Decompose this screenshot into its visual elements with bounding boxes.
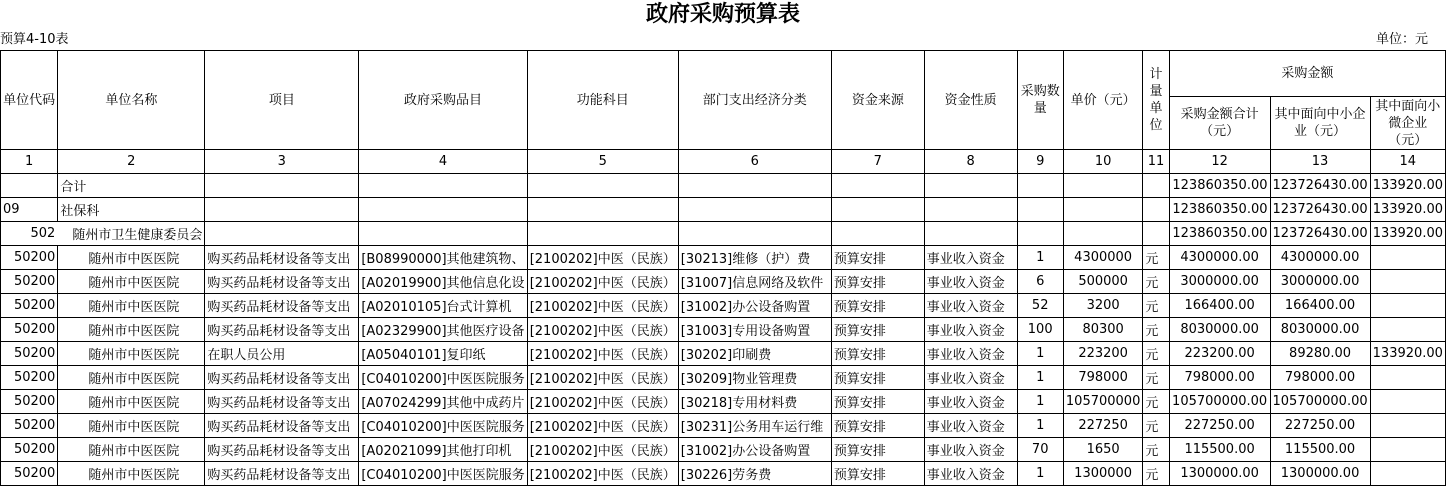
column-number: 11 <box>1143 150 1169 174</box>
cell-amount-total: 115500.00 <box>1169 438 1270 462</box>
table-row <box>1 246 1446 270</box>
column-number: 8 <box>924 150 1017 174</box>
cell-econ: [30218]专用材料费 <box>678 390 831 414</box>
cell-unit-code: 50200 <box>1 270 58 294</box>
cell-unit-name: 随州市中医医院 <box>58 414 205 438</box>
cell-catalog: [A05040101]复印纸 <box>359 342 527 366</box>
cell-amount-total: 8030000.00 <box>1169 318 1270 342</box>
cell-price: 105700000 <box>1063 390 1142 414</box>
cell-catalog: [C04010200]中医医院服务 <box>359 366 527 390</box>
cell-amount-micro <box>1370 294 1445 318</box>
table-row <box>1 390 1446 414</box>
cell-catalog: [C04010200]中医医院服务 <box>359 414 527 438</box>
cell-amount-sme: 123726430.00 <box>1270 198 1370 222</box>
header-amount-total: 采购金额合计（元） <box>1169 97 1270 150</box>
cell-price: 227250 <box>1063 414 1142 438</box>
cell-price: 3200 <box>1063 294 1142 318</box>
cell-amount-sme: 1300000.00 <box>1270 462 1370 486</box>
cell-empty <box>678 222 831 246</box>
cell-empty <box>924 174 1017 198</box>
cell-empty <box>205 222 359 246</box>
cell-empty <box>527 174 678 198</box>
cell-catalog: [A02010105]台式计算机 <box>359 294 527 318</box>
header-function: 功能科目 <box>527 51 678 150</box>
column-number-row <box>1 150 1446 174</box>
cell-fund-source: 预算安排 <box>831 462 924 486</box>
cell-econ: [30213]维修（护）费 <box>678 246 831 270</box>
cell-price: 4300000 <box>1063 246 1142 270</box>
cell-amount-total: 105700000.00 <box>1169 390 1270 414</box>
column-number: 7 <box>831 150 924 174</box>
column-number: 9 <box>1017 150 1063 174</box>
cell-amount-sme: 123726430.00 <box>1270 174 1370 198</box>
cell-function: [2100202]中医（民族） <box>527 462 678 486</box>
cell-catalog: [A02021099]其他打印机 <box>359 438 527 462</box>
cell-project: 购买药品耗材设备等支出 <box>205 270 359 294</box>
header-catalog: 政府采购品目 <box>359 51 527 150</box>
cell-econ: [31002]办公设备购置 <box>678 438 831 462</box>
cell-fund-source: 预算安排 <box>831 366 924 390</box>
column-number: 10 <box>1063 150 1142 174</box>
cell-amount-micro: 133920.00 <box>1370 222 1445 246</box>
table-row <box>1 414 1446 438</box>
cell-unit-name: 随州市中医医院 <box>58 438 205 462</box>
column-number: 14 <box>1370 150 1445 174</box>
cell-amount-total: 123860350.00 <box>1169 222 1270 246</box>
header-amount-sme: 其中面向中小企业（元） <box>1270 97 1370 150</box>
table-row <box>1 462 1446 486</box>
cell-amount-micro: 133920.00 <box>1370 342 1445 366</box>
cell-unit-code: 50200 <box>1 438 58 462</box>
cell-amount-total: 166400.00 <box>1169 294 1270 318</box>
header-unit-code: 单位代码 <box>1 51 58 150</box>
cell-qty: 70 <box>1017 438 1063 462</box>
cell-econ: [30209]物业管理费 <box>678 366 831 390</box>
cell-amount-micro <box>1370 462 1445 486</box>
cell-empty <box>359 198 527 222</box>
cell-fund-nature: 事业收入资金 <box>924 270 1017 294</box>
cell-function: [2100202]中医（民族） <box>527 246 678 270</box>
cell-amount-micro: 133920.00 <box>1370 174 1445 198</box>
cell-unit-name: 随州市中医医院 <box>58 390 205 414</box>
cell-unit-code: 50200 <box>1 462 58 486</box>
header-amount-group: 采购金额 <box>1169 51 1445 97</box>
cell-unit-code: 50200 <box>1 294 58 318</box>
header-fund-nature: 资金性质 <box>924 51 1017 150</box>
cell-amount-sme: 8030000.00 <box>1270 318 1370 342</box>
cell-unit-name: 随州市中医医院 <box>58 318 205 342</box>
cell-unit-name: 随州市中医医院 <box>58 462 205 486</box>
header-price: 单价（元） <box>1063 51 1142 150</box>
cell-measure: 元 <box>1143 294 1169 318</box>
cell-unit-code: 50200 <box>1 390 58 414</box>
cell-amount-sme: 166400.00 <box>1270 294 1370 318</box>
cell-function: [2100202]中医（民族） <box>527 438 678 462</box>
header-qty: 采购数量 <box>1017 51 1063 150</box>
cell-function: [2100202]中医（民族） <box>527 414 678 438</box>
column-number: 4 <box>359 150 527 174</box>
cell-project: 购买药品耗材设备等支出 <box>205 414 359 438</box>
cell-unit-name: 随州市中医医院 <box>58 294 205 318</box>
cell-econ: [31003]专用设备购置 <box>678 318 831 342</box>
cell-empty <box>1017 222 1063 246</box>
cell-qty: 1 <box>1017 342 1063 366</box>
cell-amount-total: 3000000.00 <box>1169 270 1270 294</box>
table-row <box>1 342 1446 366</box>
cell-fund-nature: 事业收入资金 <box>924 390 1017 414</box>
cell-fund-source: 预算安排 <box>831 438 924 462</box>
cell-project: 购买药品耗材设备等支出 <box>205 462 359 486</box>
cell-amount-micro <box>1370 366 1445 390</box>
column-number: 2 <box>58 150 205 174</box>
cell-amount-micro <box>1370 318 1445 342</box>
cell-measure: 元 <box>1143 390 1169 414</box>
cell-amount-micro <box>1370 390 1445 414</box>
cell-measure: 元 <box>1143 318 1169 342</box>
cell-econ: [30226]劳务费 <box>678 462 831 486</box>
cell-empty <box>1063 198 1142 222</box>
cell-econ: [30231]公务用车运行维 <box>678 414 831 438</box>
cell-amount-sme: 798000.00 <box>1270 366 1370 390</box>
cell-econ: [31002]办公设备购置 <box>678 294 831 318</box>
cell-empty <box>678 174 831 198</box>
cell-qty: 1 <box>1017 390 1063 414</box>
summary-row <box>1 198 1446 222</box>
cell-price: 223200 <box>1063 342 1142 366</box>
column-number: 6 <box>678 150 831 174</box>
cell-unit-code: 50200 <box>1 414 58 438</box>
cell-empty <box>527 222 678 246</box>
cell-measure: 元 <box>1143 414 1169 438</box>
cell-qty: 6 <box>1017 270 1063 294</box>
table-row <box>1 270 1446 294</box>
cell-project: 购买药品耗材设备等支出 <box>205 294 359 318</box>
cell-unit-code: 50200 <box>1 342 58 366</box>
cell-econ: [31007]信息网络及软件 <box>678 270 831 294</box>
cell-fund-nature: 事业收入资金 <box>924 318 1017 342</box>
header-amount-micro: 其中面向小微企业（元） <box>1370 97 1445 150</box>
header-measure: 计量单位 <box>1143 51 1169 150</box>
column-number: 13 <box>1270 150 1370 174</box>
cell-project: 购买药品耗材设备等支出 <box>205 366 359 390</box>
cell-measure: 元 <box>1143 342 1169 366</box>
cell-function: [2100202]中医（民族） <box>527 270 678 294</box>
cell-unit-code: 09 <box>1 198 58 222</box>
table-row <box>1 438 1446 462</box>
cell-unit-code <box>1 174 58 198</box>
cell-amount-total: 798000.00 <box>1169 366 1270 390</box>
page-title: 政府采购预算表 <box>645 2 800 27</box>
cell-fund-source: 预算安排 <box>831 270 924 294</box>
header-unit-name: 单位名称 <box>58 51 205 150</box>
cell-amount-sme: 4300000.00 <box>1270 246 1370 270</box>
cell-fund-nature: 事业收入资金 <box>924 462 1017 486</box>
cell-fund-nature: 事业收入资金 <box>924 438 1017 462</box>
cell-function: [2100202]中医（民族） <box>527 390 678 414</box>
cell-amount-total: 123860350.00 <box>1169 198 1270 222</box>
cell-qty: 1 <box>1017 414 1063 438</box>
cell-amount-sme: 3000000.00 <box>1270 270 1370 294</box>
cell-unit-name: 合计 <box>58 174 205 198</box>
cell-empty <box>1063 174 1142 198</box>
cell-empty <box>359 222 527 246</box>
cell-fund-nature: 事业收入资金 <box>924 294 1017 318</box>
cell-amount-micro <box>1370 246 1445 270</box>
cell-measure: 元 <box>1143 366 1169 390</box>
cell-price: 1300000 <box>1063 462 1142 486</box>
cell-amount-total: 1300000.00 <box>1169 462 1270 486</box>
cell-empty <box>1017 198 1063 222</box>
cell-amount-micro: 133920.00 <box>1370 198 1445 222</box>
cell-catalog: [B08990000]其他建筑物、 <box>359 246 527 270</box>
cell-empty <box>359 174 527 198</box>
cell-fund-source: 预算安排 <box>831 342 924 366</box>
cell-amount-sme: 123726430.00 <box>1270 222 1370 246</box>
cell-catalog: [C04010200]中医医院服务 <box>359 462 527 486</box>
cell-empty <box>1143 174 1169 198</box>
cell-amount-micro <box>1370 438 1445 462</box>
cell-empty <box>205 198 359 222</box>
table-row <box>1 294 1446 318</box>
cell-empty <box>831 198 924 222</box>
summary-row <box>1 222 1446 246</box>
cell-measure: 元 <box>1143 270 1169 294</box>
cell-function: [2100202]中医（民族） <box>527 318 678 342</box>
summary-row <box>1 174 1446 198</box>
cell-unit-code: 502 <box>1 222 58 246</box>
cell-unit-name: 随州市中医医院 <box>58 342 205 366</box>
currency-unit: 单位：元 <box>1376 32 1429 47</box>
cell-project: 在职人员公用 <box>205 342 359 366</box>
column-number: 1 <box>1 150 58 174</box>
cell-amount-micro <box>1370 414 1445 438</box>
cell-unit-code: 50200 <box>1 246 58 270</box>
cell-fund-nature: 事业收入资金 <box>924 342 1017 366</box>
cell-amount-micro <box>1370 270 1445 294</box>
cell-empty <box>678 198 831 222</box>
procurement-budget-table <box>0 50 1446 486</box>
cell-fund-source: 预算安排 <box>831 414 924 438</box>
cell-amount-sme: 89280.00 <box>1270 342 1370 366</box>
column-number: 5 <box>527 150 678 174</box>
cell-amount-sme: 227250.00 <box>1270 414 1370 438</box>
column-number: 12 <box>1169 150 1270 174</box>
cell-amount-total: 123860350.00 <box>1169 174 1270 198</box>
cell-empty <box>1017 174 1063 198</box>
cell-empty <box>205 174 359 198</box>
table-row <box>1 366 1446 390</box>
cell-price: 1650 <box>1063 438 1142 462</box>
cell-fund-nature: 事业收入资金 <box>924 366 1017 390</box>
cell-amount-sme: 105700000.00 <box>1270 390 1370 414</box>
cell-project: 购买药品耗材设备等支出 <box>205 390 359 414</box>
cell-empty <box>924 198 1017 222</box>
cell-empty <box>1143 198 1169 222</box>
cell-qty: 100 <box>1017 318 1063 342</box>
cell-fund-source: 预算安排 <box>831 318 924 342</box>
cell-fund-nature: 事业收入资金 <box>924 414 1017 438</box>
cell-price: 798000 <box>1063 366 1142 390</box>
cell-catalog: [A07024299]其他中成药片 <box>359 390 527 414</box>
cell-empty <box>1143 222 1169 246</box>
cell-qty: 1 <box>1017 366 1063 390</box>
cell-measure: 元 <box>1143 462 1169 486</box>
cell-project: 购买药品耗材设备等支出 <box>205 318 359 342</box>
cell-unit-name: 社保科 <box>58 198 205 222</box>
cell-qty: 1 <box>1017 462 1063 486</box>
cell-fund-source: 预算安排 <box>831 246 924 270</box>
header-fund-source: 资金来源 <box>831 51 924 150</box>
cell-empty <box>831 222 924 246</box>
cell-empty <box>924 222 1017 246</box>
cell-project: 购买药品耗材设备等支出 <box>205 246 359 270</box>
cell-unit-code: 50200 <box>1 366 58 390</box>
cell-empty <box>527 198 678 222</box>
cell-econ: [30202]印刷费 <box>678 342 831 366</box>
cell-fund-source: 预算安排 <box>831 294 924 318</box>
cell-project: 购买药品耗材设备等支出 <box>205 438 359 462</box>
cell-fund-nature: 事业收入资金 <box>924 246 1017 270</box>
cell-function: [2100202]中医（民族） <box>527 342 678 366</box>
header-project: 项目 <box>205 51 359 150</box>
cell-unit-code: 50200 <box>1 318 58 342</box>
cell-price: 80300 <box>1063 318 1142 342</box>
cell-function: [2100202]中医（民族） <box>527 366 678 390</box>
cell-empty <box>1063 222 1142 246</box>
cell-unit-name: 随州市中医医院 <box>58 270 205 294</box>
form-number: 预算4-10表 <box>0 32 69 47</box>
cell-measure: 元 <box>1143 246 1169 270</box>
cell-qty: 52 <box>1017 294 1063 318</box>
cell-fund-source: 预算安排 <box>831 390 924 414</box>
cell-amount-total: 227250.00 <box>1169 414 1270 438</box>
cell-empty <box>831 174 924 198</box>
column-number: 3 <box>205 150 359 174</box>
cell-amount-total: 223200.00 <box>1169 342 1270 366</box>
cell-function: [2100202]中医（民族） <box>527 294 678 318</box>
cell-catalog: [A02019900]其他信息化设 <box>359 270 527 294</box>
cell-measure: 元 <box>1143 438 1169 462</box>
cell-amount-sme: 115500.00 <box>1270 438 1370 462</box>
header-econ: 部门支出经济分类 <box>678 51 831 150</box>
cell-price: 500000 <box>1063 270 1142 294</box>
cell-qty: 1 <box>1017 246 1063 270</box>
cell-unit-name: 随州市中医医院 <box>58 366 205 390</box>
cell-unit-name: 随州市中医医院 <box>58 246 205 270</box>
cell-amount-total: 4300000.00 <box>1169 246 1270 270</box>
cell-catalog: [A02329900]其他医疗设备 <box>359 318 527 342</box>
table-row <box>1 318 1446 342</box>
header-row <box>1 51 1446 97</box>
cell-unit-name: 随州市卫生健康委员会 <box>58 222 205 246</box>
